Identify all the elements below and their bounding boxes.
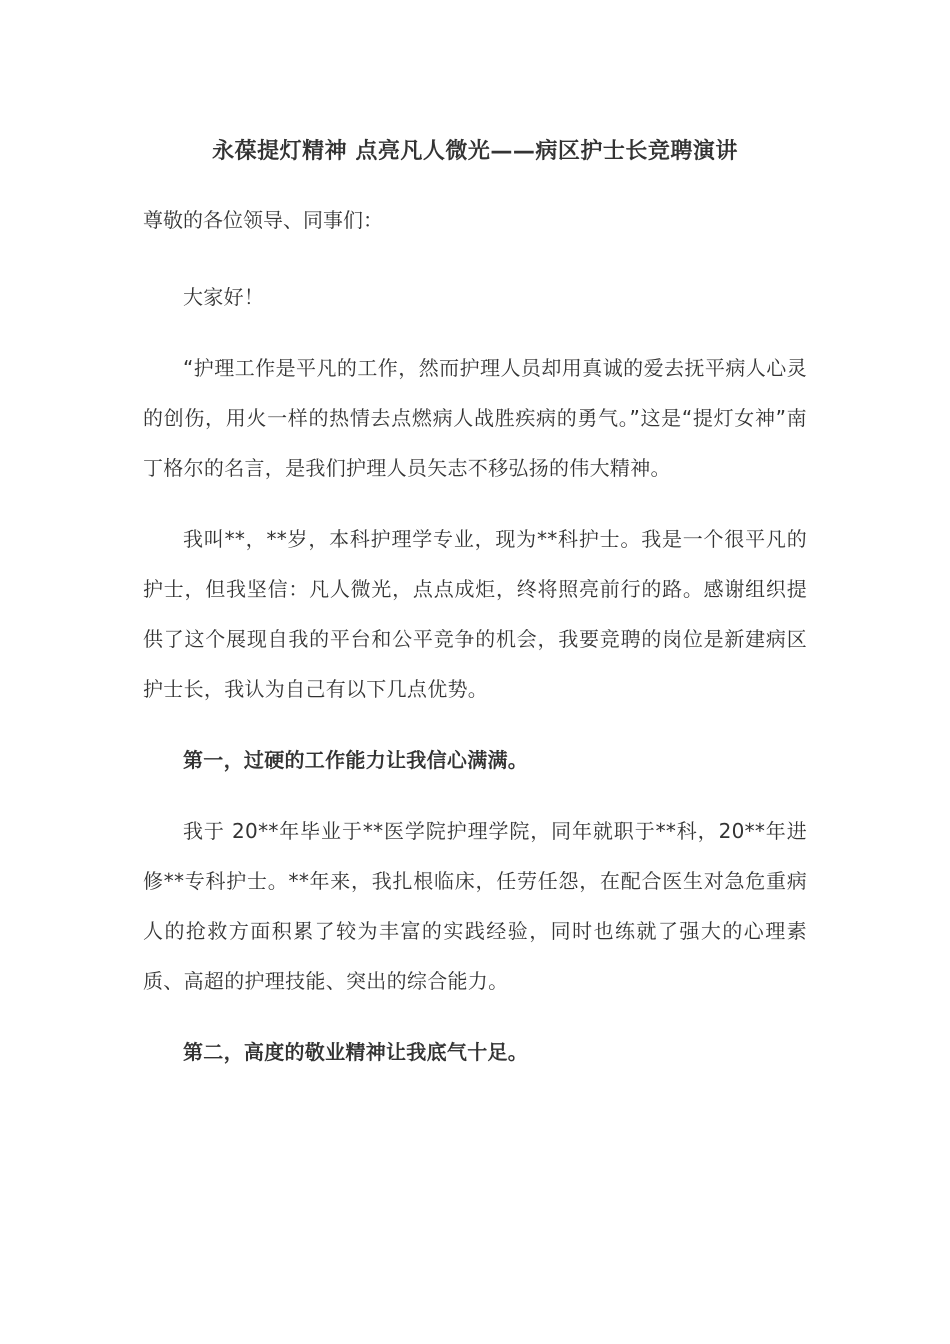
document-title: 永葆提灯精神 点亮凡人微光——病区护士长竞聘演讲 [212, 139, 738, 164]
greeting: 大家好！ [183, 285, 265, 309]
paragraph-work-ability: 我于 20**年毕业于**医学院护理学院，同年就职于**科，20**年进修**专科护士。**年来，我扎根临床，任劳任怨，在配合医生对急危重病人的抢救方面积累了较为丰富的实践经验，同时也练就了强大的心理素质、高超的护理技能、突出的综合能力。 [143, 819, 807, 993]
section-heading-first: 第一，过硬的工作能力让我信心满满。 [183, 748, 529, 772]
salutation: 尊敬的各位领导、同事们： [143, 208, 383, 232]
paragraph-self-intro: 我叫**，**岁，本科护理学专业，现为**科护士。我是一个很平凡的护士，但我坚信：凡人微光，点点成炬，终将照亮前行的路。感谢组织提供了这个展现自我的平台和公平竞争的机会，我要竞聘的岗位是新建病区护士长，我认为自己有以下几点优势。 [143, 527, 807, 701]
paragraph-quote: “护理工作是平凡的工作，然而护理人员却用真诚的爱去抚平病人心灵的创伤，用火一样的热情去点燃病人战胜疾病的勇气。”这是“提灯女神”南丁格尔的名言，是我们护理人员矢志不移弘扬的伟大精神。 [143, 356, 807, 480]
section-heading-second: 第二，高度的敬业精神让我底气十足。 [183, 1040, 529, 1064]
